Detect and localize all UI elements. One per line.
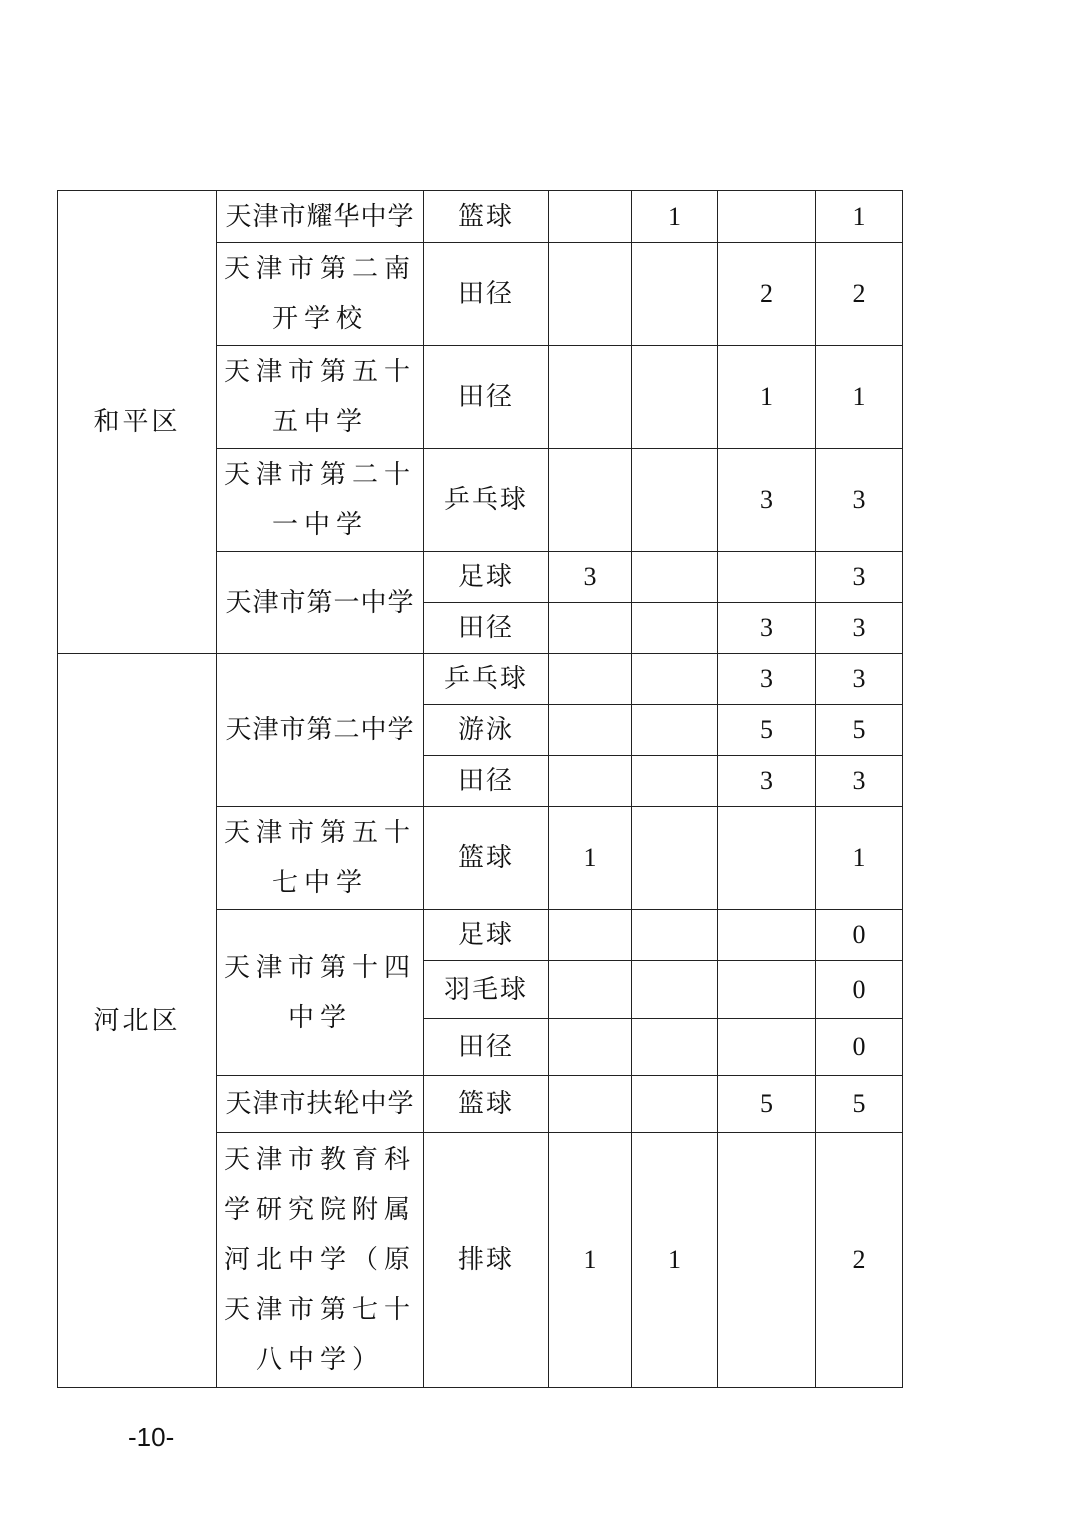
quota-cell <box>718 910 816 961</box>
quota-cell <box>718 961 816 1019</box>
table-row <box>58 191 903 243</box>
quota-cell: 1 <box>632 1133 718 1388</box>
page-number: -10- <box>128 1422 175 1452</box>
sport-cell: 游泳 <box>424 705 549 756</box>
quota-cell <box>549 705 632 756</box>
total-cell: 2 <box>816 243 903 346</box>
quota-cell <box>549 243 632 346</box>
total-cell: 0 <box>816 961 903 1019</box>
sport-cell: 田径 <box>424 346 549 449</box>
school-cell: 天津市第五十七中学 <box>217 807 424 910</box>
total-cell: 3 <box>816 756 903 807</box>
quota-cell <box>632 552 718 603</box>
quota-cell: 3 <box>718 756 816 807</box>
sport-cell: 篮球 <box>424 191 549 243</box>
school-cell: 天津市第二十一中学 <box>217 449 424 552</box>
quota-cell <box>549 756 632 807</box>
sport-cell: 乒乓球 <box>424 654 549 705</box>
district-cell: 河北区 <box>58 654 217 1388</box>
quota-cell <box>549 910 632 961</box>
quota-cell <box>632 1019 718 1076</box>
total-cell: 3 <box>816 603 903 654</box>
total-cell: 0 <box>816 1019 903 1076</box>
quota-cell <box>632 346 718 449</box>
school-cell: 天津市第二中学 <box>217 654 424 807</box>
quota-cell: 3 <box>718 654 816 705</box>
school-cell: 天津市教育科学研究院附属河北中学（原天津市第七十八中学） <box>217 1133 424 1388</box>
quota-cell <box>549 346 632 449</box>
quota-cell <box>632 910 718 961</box>
total-cell: 1 <box>816 807 903 910</box>
quota-cell <box>549 449 632 552</box>
total-cell: 1 <box>816 191 903 243</box>
quota-cell <box>632 756 718 807</box>
quota-cell: 1 <box>549 807 632 910</box>
quota-cell: 1 <box>718 346 816 449</box>
quota-cell <box>549 1019 632 1076</box>
sport-cell: 羽毛球 <box>424 961 549 1019</box>
sport-cell: 乒乓球 <box>424 449 549 552</box>
quota-cell <box>632 654 718 705</box>
quota-cell <box>632 603 718 654</box>
sport-cell: 足球 <box>424 552 549 603</box>
quota-table <box>57 190 903 1388</box>
school-cell: 天津市第十四中学 <box>217 910 424 1076</box>
sport-cell: 田径 <box>424 603 549 654</box>
quota-cell: 1 <box>549 1133 632 1388</box>
table-row <box>58 654 903 705</box>
quota-cell <box>718 552 816 603</box>
sport-cell: 足球 <box>424 910 549 961</box>
quota-cell <box>549 191 632 243</box>
quota-cell: 2 <box>718 243 816 346</box>
quota-cell <box>549 603 632 654</box>
quota-cell <box>718 1133 816 1388</box>
sport-cell: 篮球 <box>424 807 549 910</box>
total-cell: 2 <box>816 1133 903 1388</box>
quota-cell: 5 <box>718 705 816 756</box>
quota-cell <box>632 961 718 1019</box>
sport-cell: 排球 <box>424 1133 549 1388</box>
quota-cell <box>549 961 632 1019</box>
quota-cell <box>718 1019 816 1076</box>
quota-cell: 1 <box>632 191 718 243</box>
sport-cell: 田径 <box>424 243 549 346</box>
total-cell: 3 <box>816 552 903 603</box>
quota-cell <box>549 1076 632 1133</box>
sport-cell: 篮球 <box>424 1076 549 1133</box>
total-cell: 1 <box>816 346 903 449</box>
quota-cell <box>718 191 816 243</box>
school-cell: 天津市扶轮中学 <box>217 1076 424 1133</box>
sport-cell: 田径 <box>424 756 549 807</box>
total-cell: 0 <box>816 910 903 961</box>
quota-cell <box>632 449 718 552</box>
quota-cell <box>718 807 816 910</box>
quota-cell: 3 <box>549 552 632 603</box>
quota-cell <box>632 1076 718 1133</box>
total-cell: 3 <box>816 449 903 552</box>
school-cell: 天津市第二南开学校 <box>217 243 424 346</box>
sport-cell: 田径 <box>424 1019 549 1076</box>
quota-cell <box>549 654 632 705</box>
quota-cell: 3 <box>718 449 816 552</box>
quota-cell <box>632 243 718 346</box>
school-cell: 天津市第一中学 <box>217 552 424 654</box>
school-cell: 天津市耀华中学 <box>217 191 424 243</box>
quota-cell: 3 <box>718 603 816 654</box>
total-cell: 5 <box>816 705 903 756</box>
district-cell: 和平区 <box>58 191 217 654</box>
quota-cell <box>632 705 718 756</box>
total-cell: 3 <box>816 654 903 705</box>
quota-cell <box>632 807 718 910</box>
quota-cell: 5 <box>718 1076 816 1133</box>
total-cell: 5 <box>816 1076 903 1133</box>
school-cell: 天津市第五十五中学 <box>217 346 424 449</box>
